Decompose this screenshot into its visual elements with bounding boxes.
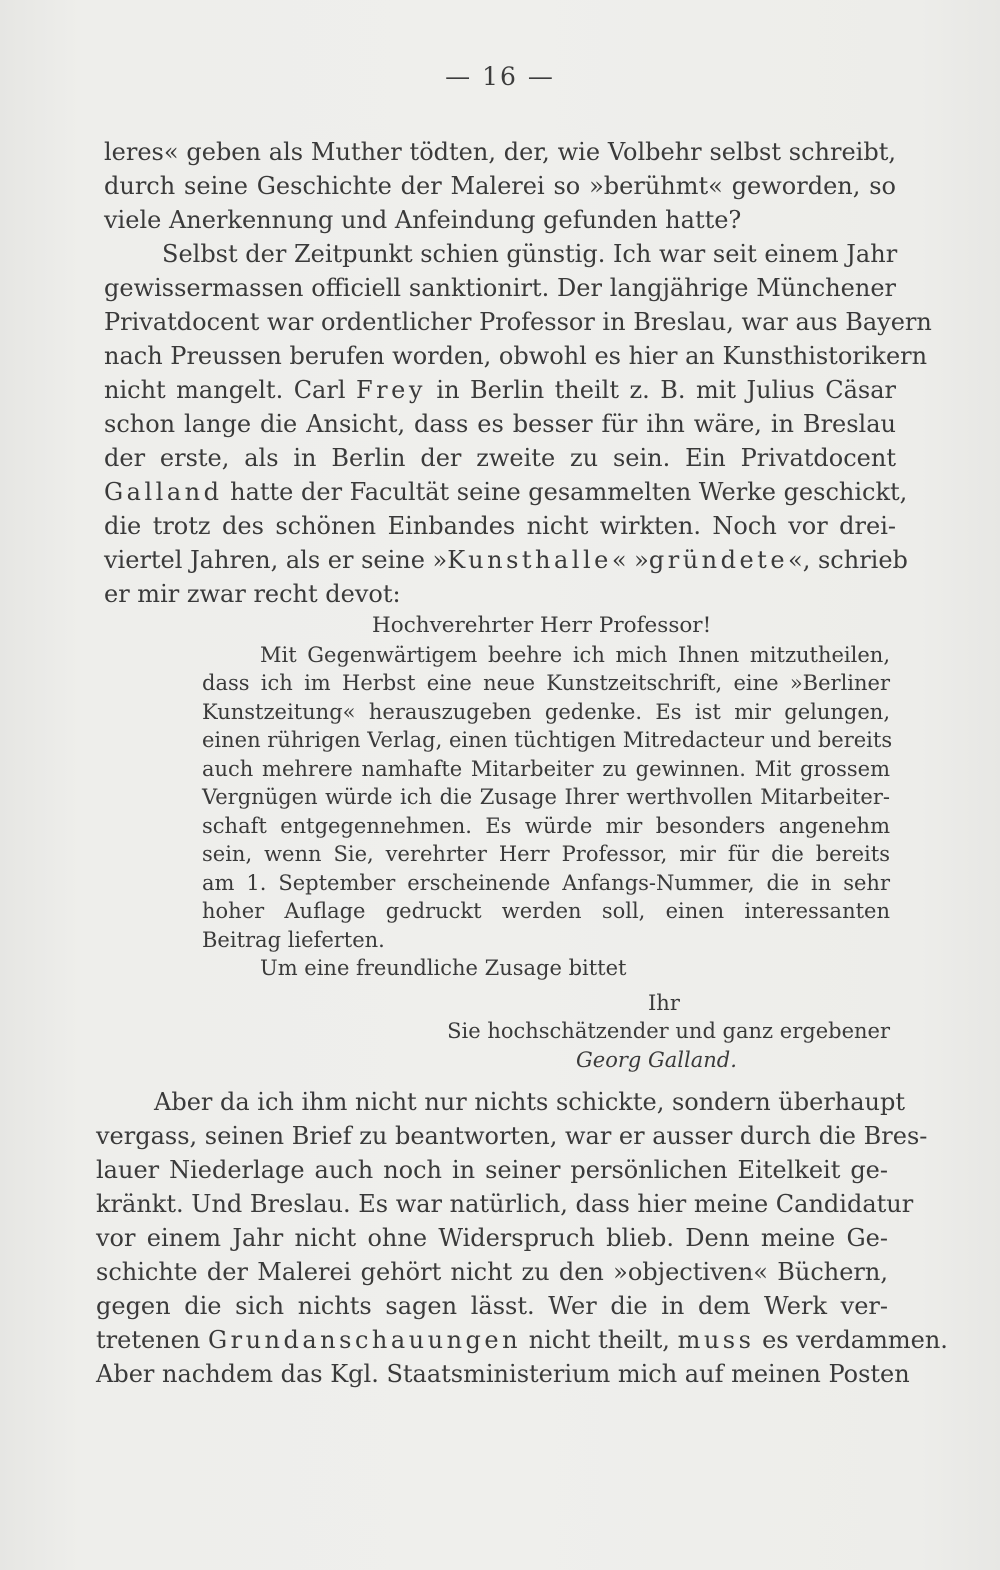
text-line: viele Anerkennung und Anfeindung gefunden hatte?: [104, 206, 742, 234]
letter-line: Kunstzeitung« herauszugeben gedenke. Es ist mir gelungen,: [202, 699, 890, 724]
letter-line: sein, wenn Sie, verehrter Herr Professor, mir für die bereits: [202, 842, 890, 866]
text-fragment: «, schrieb: [788, 546, 908, 574]
letter-line: Mit Gegenwärtigem beehre ich mich Ihnen mitzutheilen,: [260, 642, 890, 667]
text-line-composite: [104, 373, 896, 407]
text-line: gewissermassen officiell sanktionirt. Der langjährige Münchener: [104, 274, 896, 302]
text-fragment: « »: [611, 546, 649, 574]
text-line: schichte der Malerei gehört nicht zu den »objectiven« Büchern,: [96, 1258, 888, 1286]
letter-signature: Georg Galland.: [576, 1047, 737, 1072]
letter-line: Vergnügen würde ich die Zusage Ihrer werthvollen Mitarbeiter-: [202, 785, 890, 809]
text-fragment: nicht mangelt. Carl: [104, 376, 346, 404]
paragraph-after-letter: [96, 1085, 948, 1391]
letter-closing-ihr: Ihr: [648, 990, 680, 1015]
text-line: er mir zwar recht devot:: [104, 580, 401, 608]
text-fragment: nicht theilt,: [528, 1326, 670, 1354]
letter-salutation: Hochverehrter Herr Professor!: [372, 613, 712, 638]
text-line: Selbst der Zeitpunkt schien günstig. Ich war seit einem Jahr: [162, 240, 898, 268]
spaced-word-kunsthalle: Kunsthalle: [447, 546, 612, 574]
text-line: Aber da ich ihm nicht nur nichts schickte, sondern überhaupt: [154, 1088, 906, 1116]
paragraph-continuation: [104, 135, 932, 611]
text-line: leres« geben als Muther tödten, der, wie Volbehr selbst schreibt,: [104, 138, 896, 166]
text-line: die trotz des schönen Einbandes nicht wirkten. Noch vor drei-: [104, 512, 896, 540]
letter-sign-line: Sie hochschätzender und ganz ergebener: [447, 1019, 890, 1043]
letter-closing: Um eine freundliche Zusage bittet: [260, 956, 627, 980]
spaced-word-gruendete: gründete: [648, 546, 789, 574]
text-line: gegen die sich nichts sagen lässt. Wer die in dem Werk ver-: [96, 1292, 888, 1320]
text-line: kränkt. Und Breslau. Es war natürlich, dass hier meine Candidatur: [96, 1190, 914, 1218]
text-line: vergass, seinen Brief zu beantworten, war er ausser durch die Bres-: [96, 1122, 928, 1150]
text-fragment: tretenen: [96, 1326, 201, 1354]
text-line: nach Preussen berufen worden, obwohl es hier an Kunsthistorikern: [104, 342, 928, 370]
quoted-letter: [202, 612, 893, 1074]
letter-line: dass ich im Herbst eine neue Kunstzeitschrift, eine »Berliner: [202, 671, 890, 695]
letter-line: hoher Auflage gedruckt werden soll, einen interessanten: [202, 899, 890, 923]
text-fragment: es verdammen.: [762, 1326, 948, 1354]
text-line-composite: [104, 475, 908, 509]
text-fragment: viertel Jahren, als er seine »: [104, 546, 448, 574]
letter-line: Beitrag lieferten.: [202, 927, 385, 952]
text-line: vor einem Jahr nicht ohne Widerspruch blieb. Denn meine Ge-: [96, 1224, 888, 1252]
text-line: lauer Niederlage auch noch in seiner persönlichen Eitelkeit ge-: [96, 1156, 888, 1184]
letter-line: einen rührigen Verlag, einen tüchtigen Mitredacteur und bereits: [202, 728, 893, 752]
text-line: schon lange die Ansicht, dass es besser für ihn wäre, in Breslau: [104, 410, 896, 438]
page-number: — 16 —: [445, 62, 555, 91]
text-fragment: in Berlin theilt z. B. mit Julius Cäsar: [436, 376, 897, 404]
text-line: der erste, als in Berlin der zweite zu sein. Ein Privatdocent: [104, 444, 896, 472]
text-line-composite: [96, 1323, 948, 1357]
text-line-composite: [104, 543, 908, 577]
letter-line: am 1. September erscheinende Anfangs-Nummer, die in sehr: [202, 870, 890, 895]
text-fragment: hatte der Facultät seine gesammelten Werke geschickt,: [230, 478, 908, 506]
letter-line: auch mehrere namhafte Mitarbeiter zu gewinnen. Mit grossem: [202, 756, 890, 781]
spaced-name-galland: Galland: [104, 478, 223, 506]
text-line: Aber nachdem das Kgl. Staatsministerium mich auf meinen Posten: [96, 1360, 910, 1388]
spaced-word-muss: muss: [677, 1326, 755, 1354]
text-line: Privatdocent war ordentlicher Professor in Breslau, war aus Bayern: [104, 308, 932, 336]
spaced-name-frey: Frey: [356, 376, 426, 404]
spaced-word-grundanschauungen: Grundanschauungen: [207, 1326, 522, 1354]
letter-line: schaft entgegennehmen. Es würde mir besonders angenehm: [202, 813, 890, 838]
text-line: durch seine Geschichte der Malerei so »berühmt« geworden, so: [104, 172, 896, 200]
